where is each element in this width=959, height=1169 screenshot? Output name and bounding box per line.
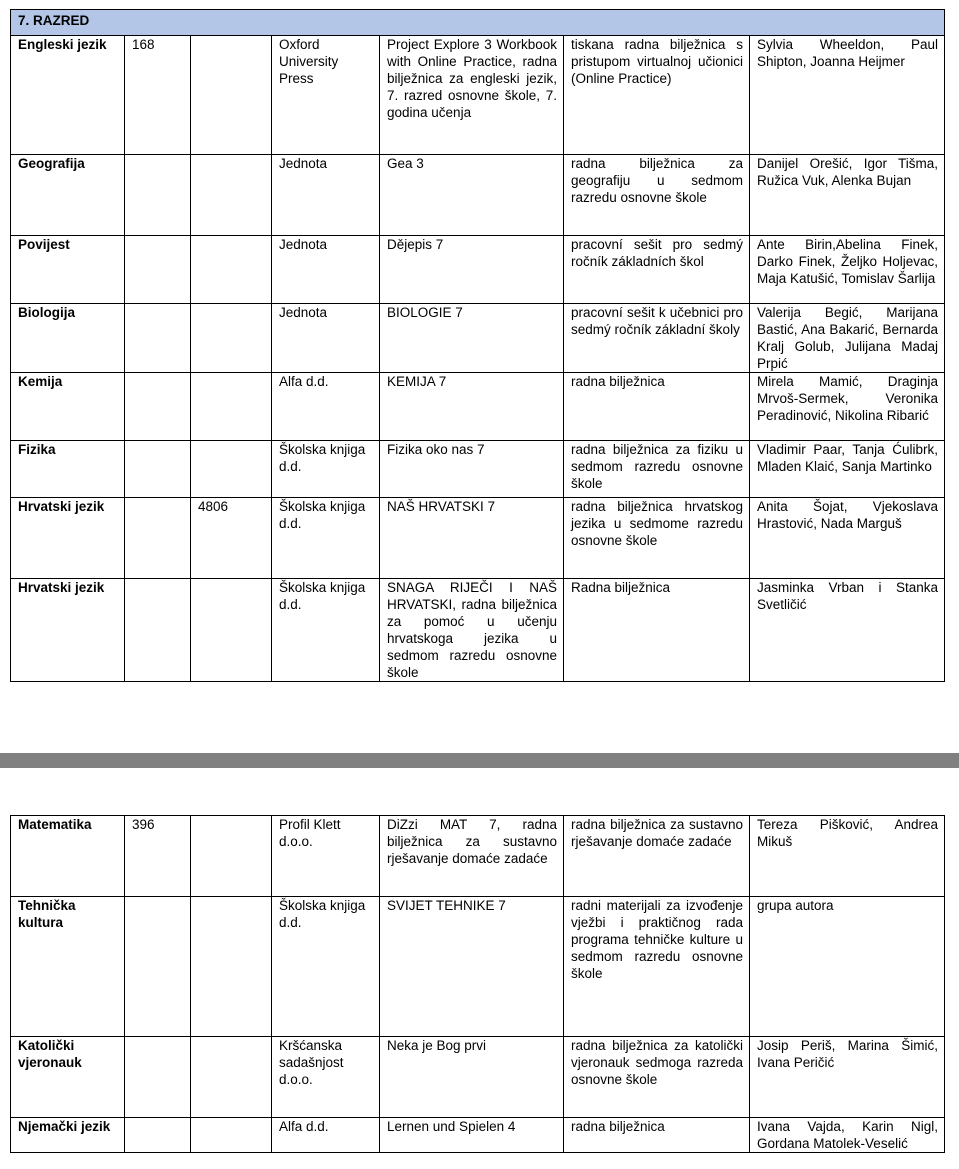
code-cell [191,304,272,373]
authors-cell: Mirela Mamić, Draginja Mrvoš-Sermek, Veronika Peradinović, Nikolina Ribarić [750,373,945,441]
number-cell [125,1037,191,1118]
section-header-row [11,10,945,36]
material-type-cell: pracovní sešit k učebnici pro sedmý ročník základní školy [564,304,750,373]
authors-cell: Danijel Orešić, Igor Tišma, Ružica Vuk, Alenka Bujan [750,155,945,236]
code-cell: 4806 [191,498,272,579]
code-cell [191,441,272,498]
material-type-cell: radni materijali za izvođenje vježbi i praktičnog rada programa tehničke kulture u sedmom razredu osnovne škole [564,897,750,1037]
number-cell [125,498,191,579]
authors-cell: Ante Birin,Abelina Finek, Darko Finek, Željko Holjevac, Maja Katušić, Tomislav Šarlija [750,236,945,304]
table-row [11,579,945,682]
number-cell [125,373,191,441]
title-cell: Neka je Bog prvi [380,1037,564,1118]
publisher-cell: Kršćanska sadašnjost d.o.o. [272,1037,380,1118]
code-cell [191,1037,272,1118]
table-row [11,441,945,498]
section-title: 7. RAZRED [11,10,945,36]
table-row [11,498,945,579]
code-cell [191,373,272,441]
publisher-cell: Jednota [272,155,380,236]
title-cell: Lernen und Spielen 4 [380,1118,564,1153]
material-type-cell: Radna bilježnica [564,579,750,682]
authors-cell: Sylvia Wheeldon, Paul Shipton, Joanna Heijmer [750,36,945,155]
title-cell: SNAGA RIJEČI I NAŠ HRVATSKI, radna bilježnica za pomoć u učenju hrvatskoga jezika u sedmom razredu osnovne škole [380,579,564,682]
title-cell: KEMIJA 7 [380,373,564,441]
subject-cell: Njemački jezik [11,1118,125,1153]
material-type-cell: radna bilježnica hrvatskog jezika u sedmome razredu osnovne škole [564,498,750,579]
table-row [11,816,945,897]
material-type-cell: radna bilježnica [564,1118,750,1153]
authors-cell: Anita Šojat, Vjekoslava Hrastović, Nada Marguš [750,498,945,579]
title-cell: Fizika oko nas 7 [380,441,564,498]
table-row [11,304,945,373]
material-type-cell: radna bilježnica [564,373,750,441]
table-row [11,897,945,1037]
publisher-cell: Alfa d.d. [272,1118,380,1153]
title-cell: BIOLOGIE 7 [380,304,564,373]
publisher-cell: Oxford University Press [272,36,380,155]
code-cell [191,897,272,1037]
table-row [11,36,945,155]
subject-cell: Engleski jezik [11,36,125,155]
number-cell [125,897,191,1037]
authors-cell: Josip Periš, Marina Šimić, Ivana Peričić [750,1037,945,1118]
title-cell: NAŠ HRVATSKI 7 [380,498,564,579]
subject-cell: Katolički vjeronauk [11,1037,125,1118]
number-cell [125,236,191,304]
number-cell [125,304,191,373]
subject-cell: Biologija [11,304,125,373]
subject-cell: Povijest [11,236,125,304]
material-type-cell: radna bilježnica za katolički vjeronauk sedmoga razreda osnovne škole [564,1037,750,1118]
material-type-cell: pracovní sešit pro sedmý ročník základních škol [564,236,750,304]
title-cell: DiZzi MAT 7, radna bilježnica za sustavno rješavanje domaće zadaće [380,816,564,897]
publisher-cell: Školska knjiga d.d. [272,441,380,498]
authors-cell: Jasminka Vrban i Stanka Svetličić [750,579,945,682]
material-type-cell: radna bilježnica za sustavno rješavanje domaće zadaće [564,816,750,897]
subject-cell: Fizika [11,441,125,498]
subject-cell: Matematika [11,816,125,897]
material-type-cell: radna bilježnica za fiziku u sedmom razredu osnovne škole [564,441,750,498]
title-cell: Project Explore 3 Workbook with Online Practice, radna bilježnica za engleski jezik, 7. razred osnovne škole, 7. godina učenja [380,36,564,155]
publisher-cell: Alfa d.d. [272,373,380,441]
subject-cell: Kemija [11,373,125,441]
subject-cell: Geografija [11,155,125,236]
subject-cell: Hrvatski jezik [11,579,125,682]
publisher-cell: Školska knjiga d.d. [272,579,380,682]
publisher-cell: Jednota [272,304,380,373]
title-cell: SVIJET TEHNIKE 7 [380,897,564,1037]
authors-cell: grupa autora [750,897,945,1037]
table-row [11,1118,945,1153]
table-row [11,373,945,441]
code-cell [191,579,272,682]
subject-cell: Tehnička kultura [11,897,125,1037]
table-row [11,1037,945,1118]
code-cell [191,1118,272,1153]
code-cell [191,36,272,155]
number-cell: 396 [125,816,191,897]
publisher-cell: Profil Klett d.o.o. [272,816,380,897]
title-cell: Gea 3 [380,155,564,236]
code-cell [191,236,272,304]
authors-cell: Vladimir Paar, Tanja Ćulibrk, Mladen Klaić, Sanja Martinko [750,441,945,498]
page-divider [0,753,959,768]
authors-cell: Valerija Begić, Marijana Bastić, Ana Bakarić, Bernarda Kralj Golub, Julijana Madaj Prpić [750,304,945,373]
material-type-cell: radna bilježnica za geografiju u sedmom razredu osnovne škole [564,155,750,236]
subject-cell: Hrvatski jezik [11,498,125,579]
table-row [11,236,945,304]
number-cell [125,441,191,498]
material-type-cell: tiskana radna bilježnica s pristupom virtualnoj učionici (Online Practice) [564,36,750,155]
authors-cell: Ivana Vajda, Karin Nigl, Gordana Matolek-Veselić [750,1118,945,1153]
publisher-cell: Jednota [272,236,380,304]
code-cell [191,155,272,236]
number-cell [125,579,191,682]
authors-cell: Tereza Pišković, Andrea Mikuš [750,816,945,897]
number-cell: 168 [125,36,191,155]
publisher-cell: Školska knjiga d.d. [272,498,380,579]
number-cell [125,155,191,236]
publisher-cell: Školska knjiga d.d. [272,897,380,1037]
textbook-table-bottom [10,815,945,1153]
number-cell [125,1118,191,1153]
title-cell: Dějepis 7 [380,236,564,304]
textbook-table-top [10,9,945,682]
table-row [11,155,945,236]
code-cell [191,816,272,897]
